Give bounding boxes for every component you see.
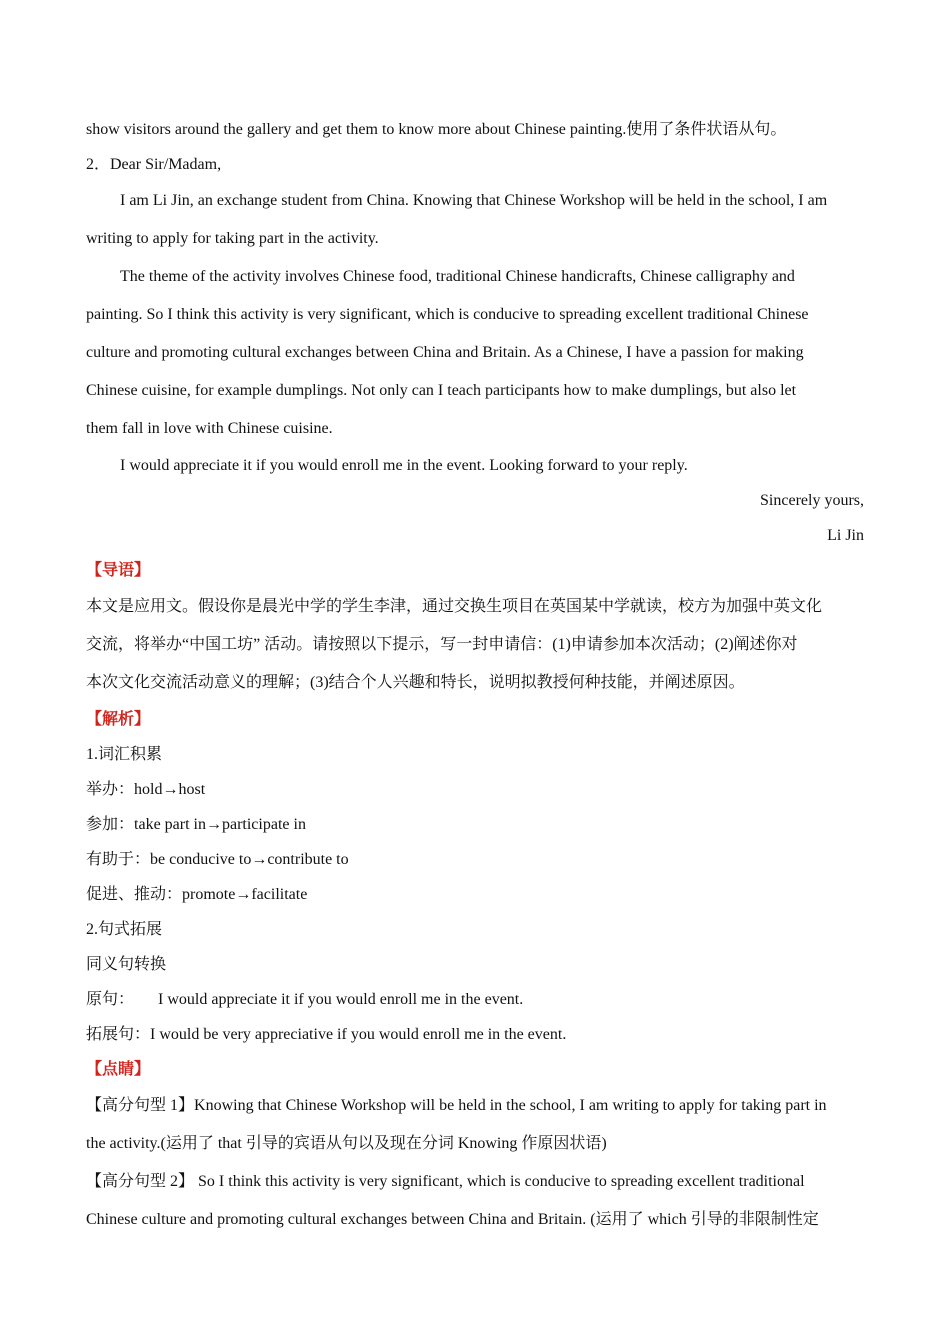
letter-signature: Li Jin <box>827 527 864 544</box>
key-sentence-2-line: Chinese culture and promoting cultural exchanges between China and Britain. (运用了 which 引导的非限制性定 <box>86 1211 819 1228</box>
vocab-to: participate in <box>221 816 306 833</box>
key-sentence-2-text: So I think this activity is very significant, which is conducive to spreading excellent traditional <box>198 1173 805 1190</box>
vocab-cn: 有助于： <box>86 851 151 868</box>
section-heading-jiexi: 【解析】 <box>86 711 151 728</box>
expanded-text: I would be very appreciative if you would enroll me in the event. <box>150 1026 567 1043</box>
letter-closing: Sincerely yours, <box>760 492 864 509</box>
vocab-from: promote <box>182 886 236 903</box>
letter-salutation: 2．Dear Sir/Madam, <box>86 156 222 173</box>
vocab-to: facilitate <box>251 886 308 903</box>
original-text: I would appreciate it if you would enroll me in the event. <box>158 991 524 1008</box>
vocab-from: be conducive to <box>150 851 252 868</box>
vocab-item <box>86 842 864 877</box>
letter-paragraph-1-line: writing to apply for taking part in the activity. <box>86 230 379 247</box>
letter-paragraph-2-line: them fall in love with Chinese cuisine. <box>86 420 333 437</box>
letter-paragraph-3: I would appreciate it if you would enroll me in the event. Looking forward to your reply. <box>120 457 688 474</box>
original-sentence <box>86 982 864 1017</box>
vocab-cn: 促进、推动： <box>86 886 183 903</box>
letter-paragraph-1-line: I am Li Jin, an exchange student from China. Knowing that Chinese Workshop will be held in the school, I am <box>120 192 828 209</box>
vocab-from: hold <box>134 781 163 798</box>
vocab-cn: 参加： <box>86 816 135 833</box>
key-sentence-1-text: Knowing that Chinese Workshop will be held in the school, I am writing to apply for taking part in <box>194 1097 827 1114</box>
vocab-item <box>86 807 864 842</box>
section-heading-daoyu: 【导语】 <box>86 562 151 579</box>
letter-paragraph-2-line: The theme of the activity involves Chinese food, traditional Chinese handicrafts, Chinese calligraphy and <box>120 268 795 285</box>
key-sentence-2-line <box>86 1163 864 1201</box>
arrow-icon: → <box>235 886 252 903</box>
vocab-cn: 举办： <box>86 781 135 798</box>
sentence-subtitle: 同义句转换 <box>86 956 167 973</box>
original-label: 原句： <box>86 991 135 1008</box>
daoyu-line: 本文是应用文。假设你是晨光中学的学生李津，通过交换生项目在英国某中学就读，校方为加强中英文化 <box>86 598 823 615</box>
key-sentence-2-label: 【高分句型 2】 <box>86 1173 195 1190</box>
expanded-label: 拓展句： <box>86 1026 151 1043</box>
vocab-title: 1.词汇积累 <box>86 746 163 763</box>
intro-line: show visitors around the gallery and get them to know more about Chinese painting.使用了条件状语从句。 <box>86 121 787 138</box>
sentence-title: 2.句式拓展 <box>86 921 163 938</box>
daoyu-line: 本次文化交流活动意义的理解；(3)结合个人兴趣和特长，说明拟教授何种技能，并阐述原因。 <box>86 674 745 691</box>
vocab-from: take part in <box>134 816 206 833</box>
arrow-icon: → <box>251 851 268 868</box>
key-sentence-1-line <box>86 1087 864 1125</box>
key-sentence-1-line: the activity.(运用了 that 引导的宾语从句以及现在分词 Knowing 作原因状语) <box>86 1135 607 1152</box>
letter-paragraph-2-line: painting. So I think this activity is very significant, which is conducive to spreading excellent traditional Chinese <box>86 306 809 323</box>
key-sentence-1-label: 【高分句型 1】 <box>86 1097 195 1114</box>
daoyu-line: 交流，将举办“中国工坊” 活动。请按照以下提示，写一封申请信：(1)申请参加本次活动；(2)阐述你对 <box>86 636 798 653</box>
section-heading-dianjing: 【点睛】 <box>86 1061 151 1078</box>
letter-paragraph-2-line: Chinese cuisine, for example dumplings. Not only can I teach participants how to make dumplings, but also let <box>86 382 797 399</box>
vocab-item <box>86 772 864 807</box>
arrow-icon: → <box>205 816 222 833</box>
vocab-item <box>86 877 864 912</box>
expanded-sentence <box>86 1017 864 1052</box>
arrow-icon: → <box>162 781 179 798</box>
document-body <box>86 112 864 1239</box>
vocab-to: host <box>178 781 206 798</box>
vocab-to: contribute to <box>267 851 349 868</box>
letter-paragraph-2-line: culture and promoting cultural exchanges between China and Britain. As a Chinese, I have a passion for making <box>86 344 804 361</box>
